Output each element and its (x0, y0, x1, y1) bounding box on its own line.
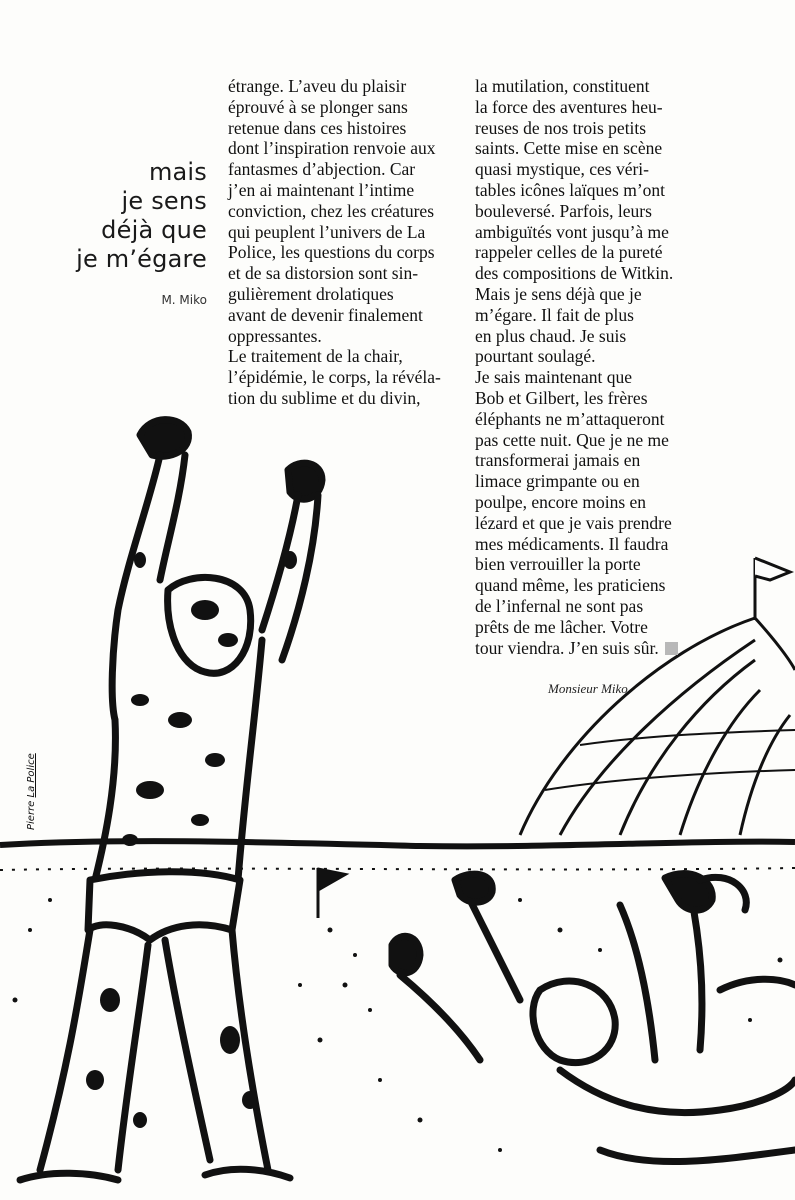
text-line: prêts de me lâcher. Votre (475, 616, 648, 637)
text-line: éléphants ne m’attaqueront (475, 408, 665, 429)
reclining-figure (392, 874, 795, 1162)
text-line: la force des aventures heu- (475, 96, 663, 117)
text-line-last (475, 638, 715, 659)
text-line: poulpe, encore moins en (475, 491, 647, 512)
text-line: lézard et que je vais prendre (475, 512, 672, 533)
text-line: dont l’inspiration renvoie aux (228, 138, 436, 159)
article-signature: Monsieur Miko (548, 681, 628, 696)
text-line: avant de devenir finalement (228, 304, 423, 325)
text-line: la mutilation, constituent (475, 76, 650, 96)
text-line: pourtant soulagé. (475, 346, 596, 367)
text-line: Le traitement de la chair, (228, 346, 403, 367)
ground-flag (318, 868, 348, 918)
text-line: l’épidémie, le corps, la révéla- (228, 367, 441, 388)
pull-quote (7, 158, 207, 274)
text-line: gulièrement drolatiques (228, 283, 394, 304)
text-line: Je sais maintenant que (475, 367, 632, 388)
text-line: limace grimpante ou en (475, 471, 640, 492)
text-line: saints. Cette mise en scène (475, 138, 663, 159)
text-line: quand même, les praticiens (475, 575, 666, 596)
text-line: en plus chaud. Je suis (475, 325, 627, 346)
pull-quote-author: M. Miko (161, 293, 207, 307)
credit-name: La Police (26, 753, 37, 798)
pull-quote-line: mais (148, 158, 207, 186)
text-line-content: tour viendra. J’en suis sûr. (475, 637, 659, 658)
text-line: ambiguïtés vont jusqu’à me (475, 221, 669, 242)
pull-quote-line: je sens (121, 187, 207, 215)
text-line: transformerai jamais en (475, 450, 641, 471)
illustration-credit (26, 730, 37, 830)
text-line: qui peuplent l’univers de La (228, 221, 426, 242)
credit-prefix: Pierre (26, 797, 37, 830)
text-line: bouleversé. Parfois, leurs (475, 200, 652, 221)
text-line: m’égare. Il fait de plus (475, 304, 634, 325)
text-line: tables icônes laïques m’ont (475, 179, 666, 200)
text-line: de l’infernal ne sont pas (475, 595, 644, 616)
text-line: quasi mystique, ces véri- (475, 159, 649, 180)
article-column-1 (228, 76, 464, 409)
text-line: fantasmes d’abjection. Car (228, 159, 416, 180)
text-line: tion du sublime et du divin, (228, 387, 421, 408)
text-line: retenue dans ces histoires (228, 117, 407, 138)
text-line: étrange. L’aveu du plaisir (228, 76, 407, 96)
text-line: des compositions de Witkin. (475, 263, 674, 284)
text-line: rappeler celles de la pureté (475, 242, 663, 263)
horizon-line (0, 841, 795, 846)
text-line: conviction, chez les créatures (228, 200, 435, 221)
text-line: et de sa distorsion sont sin- (228, 263, 419, 284)
text-line: Bob et Gilbert, les frères (475, 387, 648, 408)
text-line: oppressantes. (228, 325, 322, 346)
standing-figure (20, 420, 322, 1180)
text-line: mes médicaments. Il faudra (475, 533, 669, 554)
text-line: reuses de nos trois petits (475, 117, 647, 138)
pull-quote-line: déjà que (101, 216, 207, 244)
text-line: éprouvé à se plonger sans (228, 96, 408, 117)
end-of-article-mark (665, 642, 678, 655)
text-line: Mais je sens déjà que je (475, 283, 642, 304)
text-line: bien verrouiller la porte (475, 554, 641, 575)
article-column-2 (475, 76, 715, 658)
text-line: pas cette nuit. Que je ne me (475, 429, 669, 450)
pull-quote-line: je m’égare (76, 245, 207, 273)
text-line: j’en ai maintenant l’intime (228, 179, 415, 200)
text-line: Police, les questions du corps (228, 242, 435, 263)
